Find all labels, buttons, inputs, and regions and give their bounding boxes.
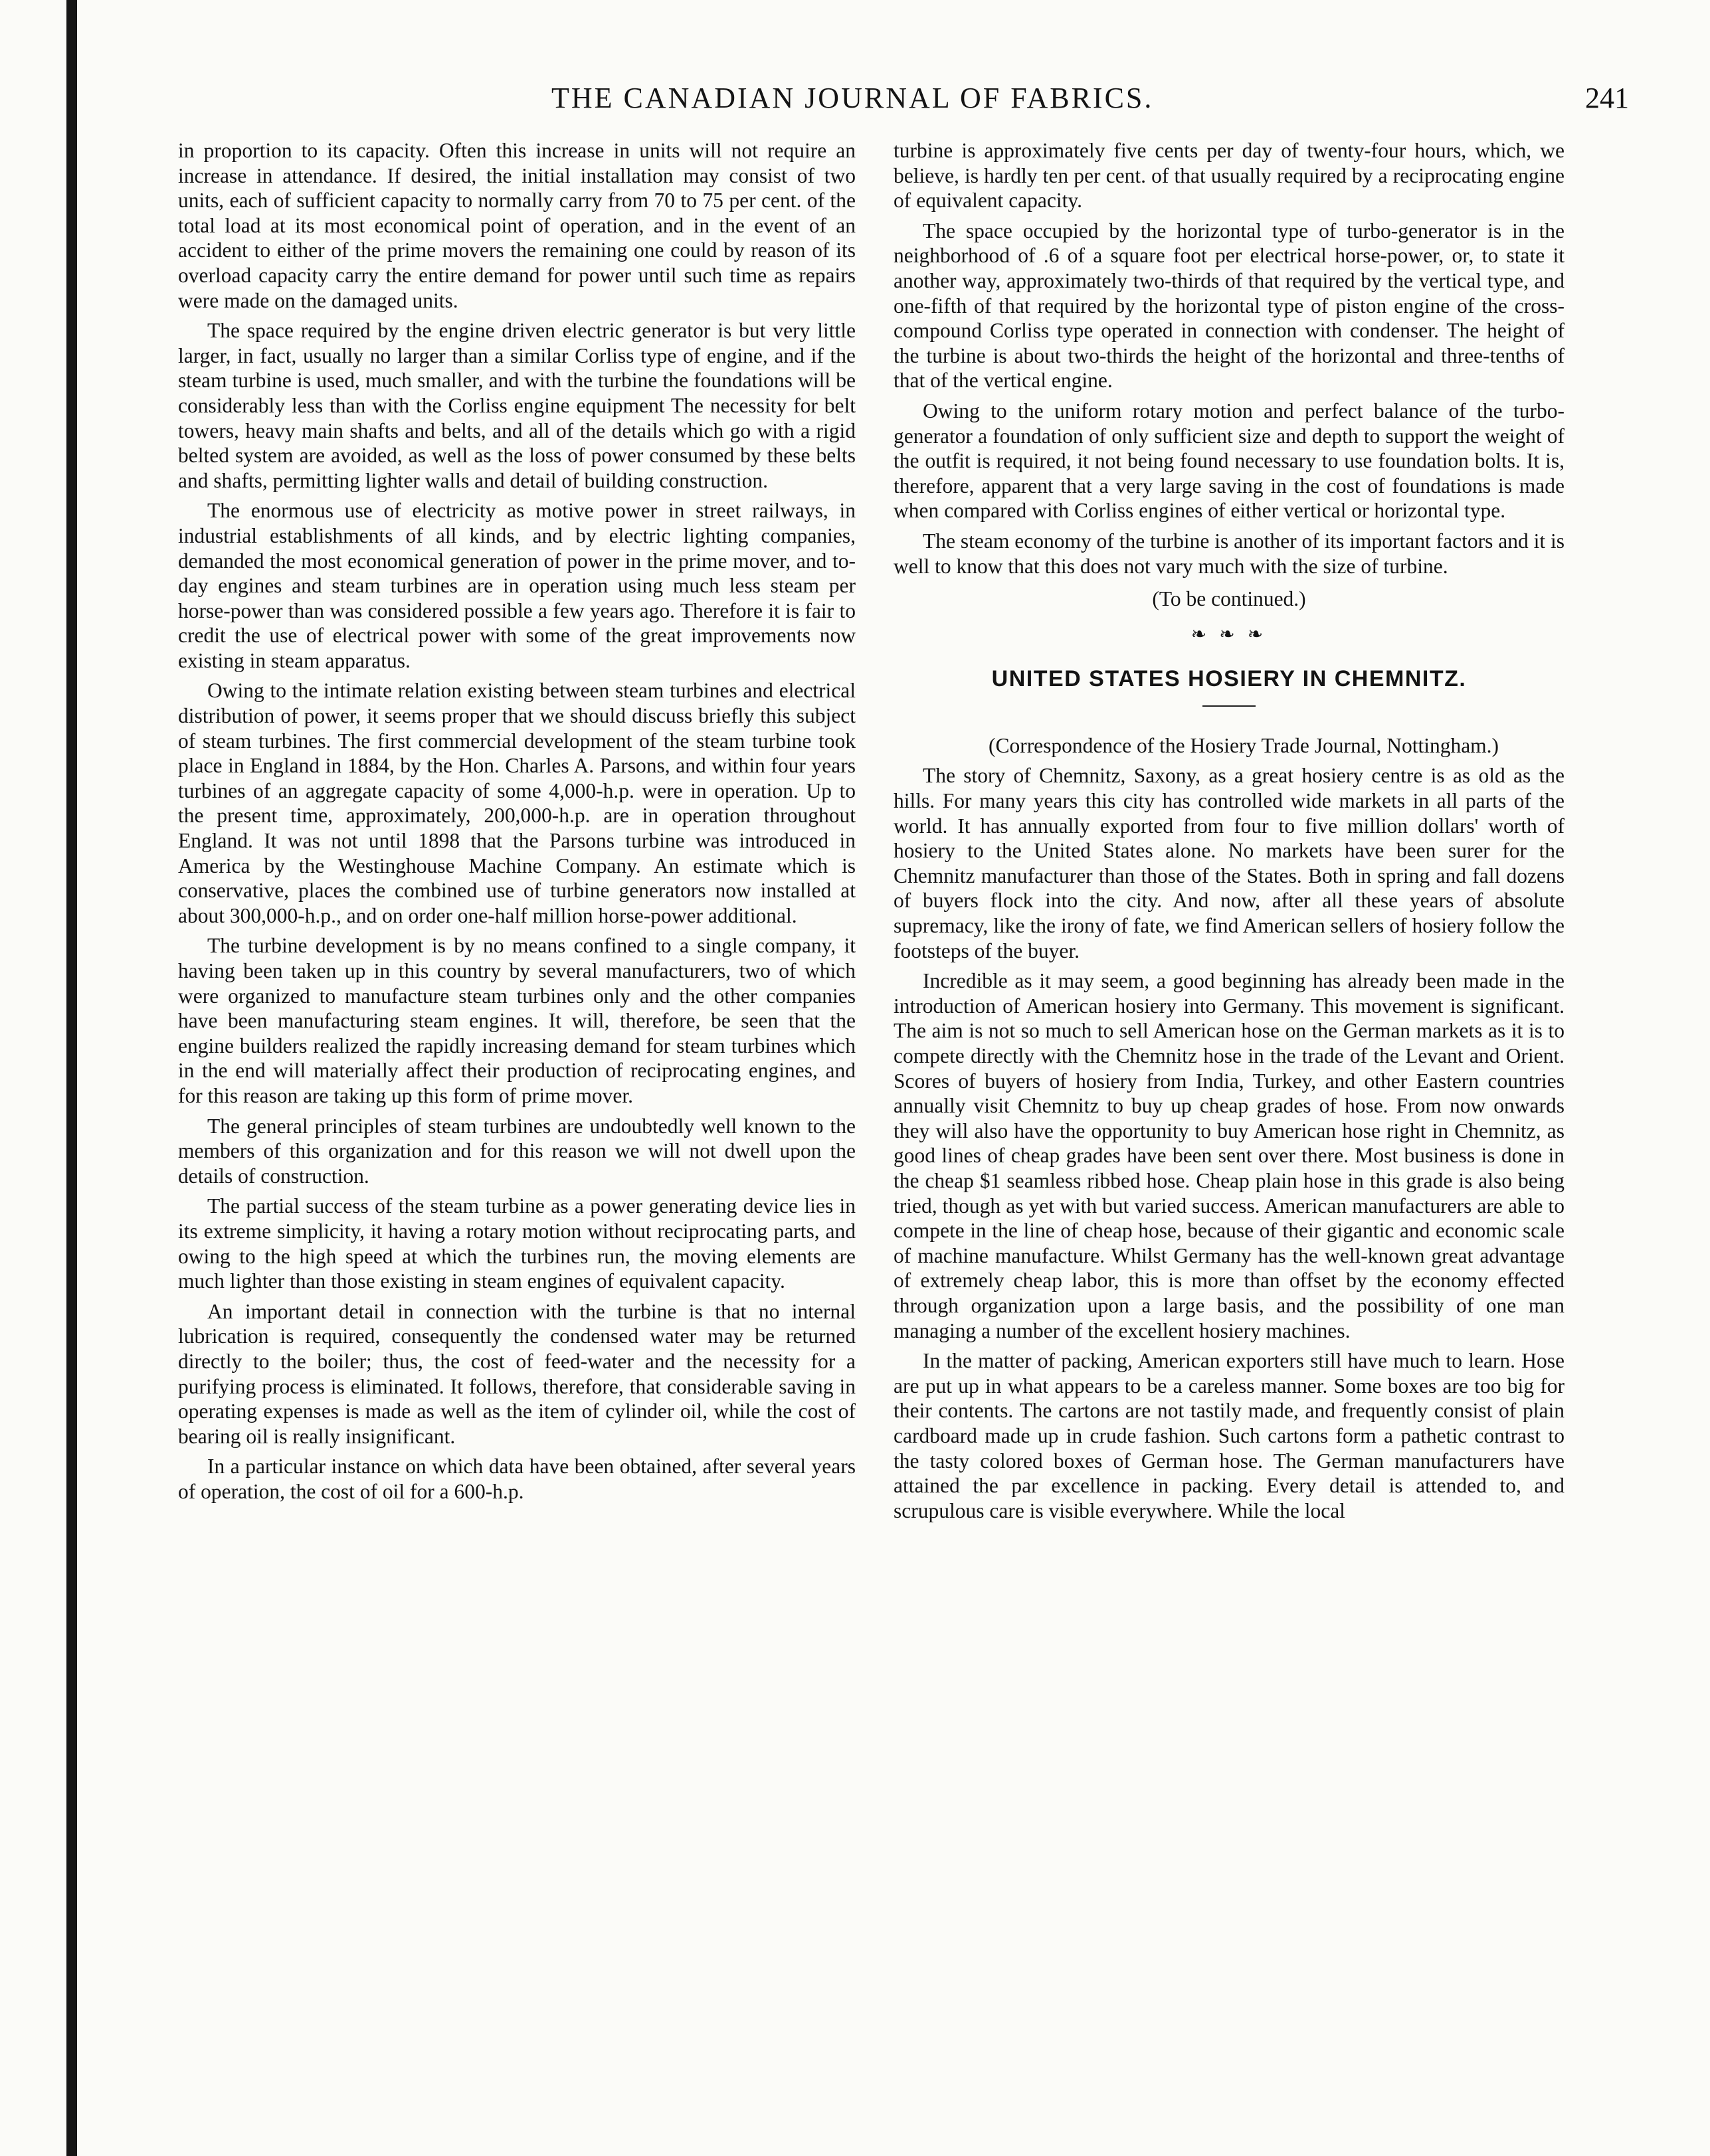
- paragraph: The space occupied by the horizontal type of turbo-generator is in the neighborhood of .6 of a square foot per electrical horse-power, or, to state it another way, approximately two-thirds of that required by the vertical type, and one-fifth of that required by the horizontal type of piston engine of the cross-compound Corliss type operated in connection with condenser. The height of the turbine is about two-thirds the height of the horizontal and three-tenths of that of the vertical engine.: [894, 219, 1565, 393]
- title-rule: [1202, 705, 1256, 707]
- paragraph: The steam economy of the turbine is another of its important factors and it is well to know that this does not vary much with the size of turbine.: [894, 529, 1565, 578]
- right-column: [894, 138, 1565, 1528]
- to-be-continued-note: (To be continued.): [1152, 587, 1306, 611]
- paragraph: Owing to the uniform rotary motion and perfect balance of the turbo-generator a foundation of only sufficient size and depth to support the weight of the outfit is required, it not being found necessary to use foundation bolts. It is, therefore, apparent that a very large saving in the cost of foundations is made when compared with Corliss engines of either vertical or horizontal type.: [894, 399, 1565, 523]
- paragraph: in proportion to its capacity. Often this increase in units will not require an increase in attendance. If desired, the initial installation may consist of two units, each of sufficient capacity to normally carry from 70 to 75 per cent. of the total load at its most economical point of operation, and in the event of an accident to either of the prime movers the remaining one could by reason of its overload capacity carry the entire demand for power until such time as repairs were made on the damaged units.: [178, 139, 856, 312]
- article-byline: (Correspondence of the Hosiery Trade Journal, Nottingham.): [988, 733, 1499, 757]
- paragraph: Incredible as it may seem, a good beginning has already been made in the introduction of American hosiery into Germany. This movement is significant. The aim is not so much to sell American hose on the German markets as it is to compete directly with the Chemnitz hose in the trade of the Levant and Orient. Scores of buyers of hosiery from India, Turkey, and other Eastern countries annually visit Chemnitz to buy up cheap grades of hose. From now onwards they will also have the opportunity to buy American hose right in Chemnitz, as good lines of cheap grades have been sent over there. Most business is done in the cheap $1 seamless ribbed hose. Cheap plain hose in this grade is also being tried, though as yet with but varied success. American manufacturers are able to compete in the line of cheap hose, because of their gigantic and economic scale of machine manufacture. Whilst Germany has the well-known great advantage of extremely cheap labor, this is more than offset by the economy effected through organization upon a large basis, and the possibility of one man managing a number of the excellent hosiery machines.: [894, 969, 1565, 1342]
- paragraph: turbine is approximately five cents per day of twenty-four hours, which, we believe, is hardly ten per cent. of that usually required by a reciprocating engine of equivalent capacity.: [894, 139, 1565, 213]
- paragraph: The turbine development is by no means confined to a single company, it having been taken up in this country by several manufacturers, two of which were organized to manufacture steam turbines only and the other companies have been manufacturing steam engines. It will, therefore, be seen that the engine builders realized the rapidly increasing demand for steam turbines which in the end will materially affect their production of reciprocating engines, and for this reason are taking up this form of prime mover.: [178, 934, 856, 1107]
- section-ornament: ❧ ❧ ❧: [1190, 624, 1268, 645]
- left-column: [178, 138, 856, 1509]
- page-number: 241: [1585, 82, 1629, 114]
- running-head: THE CANADIAN JOURNAL OF FABRICS.: [551, 82, 1154, 114]
- paragraph: The partial success of the steam turbine as a power generating device lies in its extreme simplicity, it having a rotary motion without reciprocating parts, and owing to the high speed at which the turbines run, the moving elements are much lighter than those existing in steam engines of equivalent capacity.: [178, 1194, 856, 1293]
- paragraph: In the matter of packing, American exporters still have much to learn. Hose are put up in what appears to be a careless manner. Some boxes are too big for their contents. The cartons are not tastily made, and frequently consist of plain cardboard made up in crude fashion. Such cartons form a pathetic contrast to the tasty colored boxes of German hose. The German manufacturers have attained the par excellence in packing. Every detail is attended to, and scrupulous care is visible everywhere. While the local: [894, 1349, 1565, 1522]
- paragraph: The space required by the engine driven electric generator is but very little larger, in fact, usually no larger than a similar Corliss type of engine, and if the steam turbine is used, much smaller, and with the turbine the foundations will be considerably less than with the Corliss engine equipment The necessity for belt towers, heavy main shafts and belts, and all of the details which go with a rigid belted system are avoided, as well as the loss of power consumed by these belts and shafts, permitting lighter walls and detail of building construction.: [178, 319, 856, 492]
- paragraph: Owing to the intimate relation existing between steam turbines and electrical distribution of power, it seems proper that we should discuss briefly this subject of steam turbines. The first commercial development of the steam turbine took place in England in 1884, by the Hon. Charles A. Parsons, and within four years turbines of an aggregate capacity of some 4,000-h.p. were in operation. Up to the present time, approximately, 200,000-h.p. are in operation throughout England. It was not until 1898 that the Parsons turbine was introduced in America by the Westinghouse Machine Company. An estimate which is conservative, places the combined use of turbine generators now installed at about 300,000-h.p., and on order one-half million horse-power additional.: [178, 679, 856, 927]
- article-title: UNITED STATES HOSIERY IN CHEMNITZ.: [991, 666, 1467, 692]
- paragraph: The story of Chemnitz, Saxony, as a great hosiery centre is as old as the hills. For many years this city has controlled wide markets in all parts of the world. It has annually exported from four to five million dollars' worth of hosiery to the United States alone. No markets have been surer for the Chemnitz manufacturer than those of the States. Both in spring and fall dozens of buyers flock into the city. And now, after all these years of absolute supremacy, like the irony of fate, we find American sellers of hosiery follow the footsteps of the buyer.: [894, 764, 1565, 962]
- paragraph: In a particular instance on which data have been obtained, after several years of operation, the cost of oil for a 600-h.p.: [178, 1455, 856, 1503]
- paragraph: An important detail in connection with the turbine is that no internal lubrication is required, consequently the condensed water may be returned directly to the boiler; thus, the cost of feed-water and the necessity for a purifying process is eliminated. It follows, therefore, that considerable saving in operating expenses is made as well as the item of cylinder oil, while the cost of bearing oil is really insignificant.: [178, 1299, 856, 1448]
- paragraph: The general principles of steam turbines are undoubtedly well known to the members of this organization and for this reason we will not dwell upon the details of construction.: [178, 1114, 856, 1188]
- paragraph: The enormous use of electricity as motive power in street railways, in industrial establishments of all kinds, and by electric lighting companies, demanded the most economical generation of power in the prime mover, and to-day engines and steam turbines are in operation using much less steam per horse-power than was considered possible a few years ago. Therefore it is fair to credit the use of electrical power with some of the great improvements now existing in steam apparatus.: [178, 499, 856, 672]
- binding-edge: [66, 0, 77, 2156]
